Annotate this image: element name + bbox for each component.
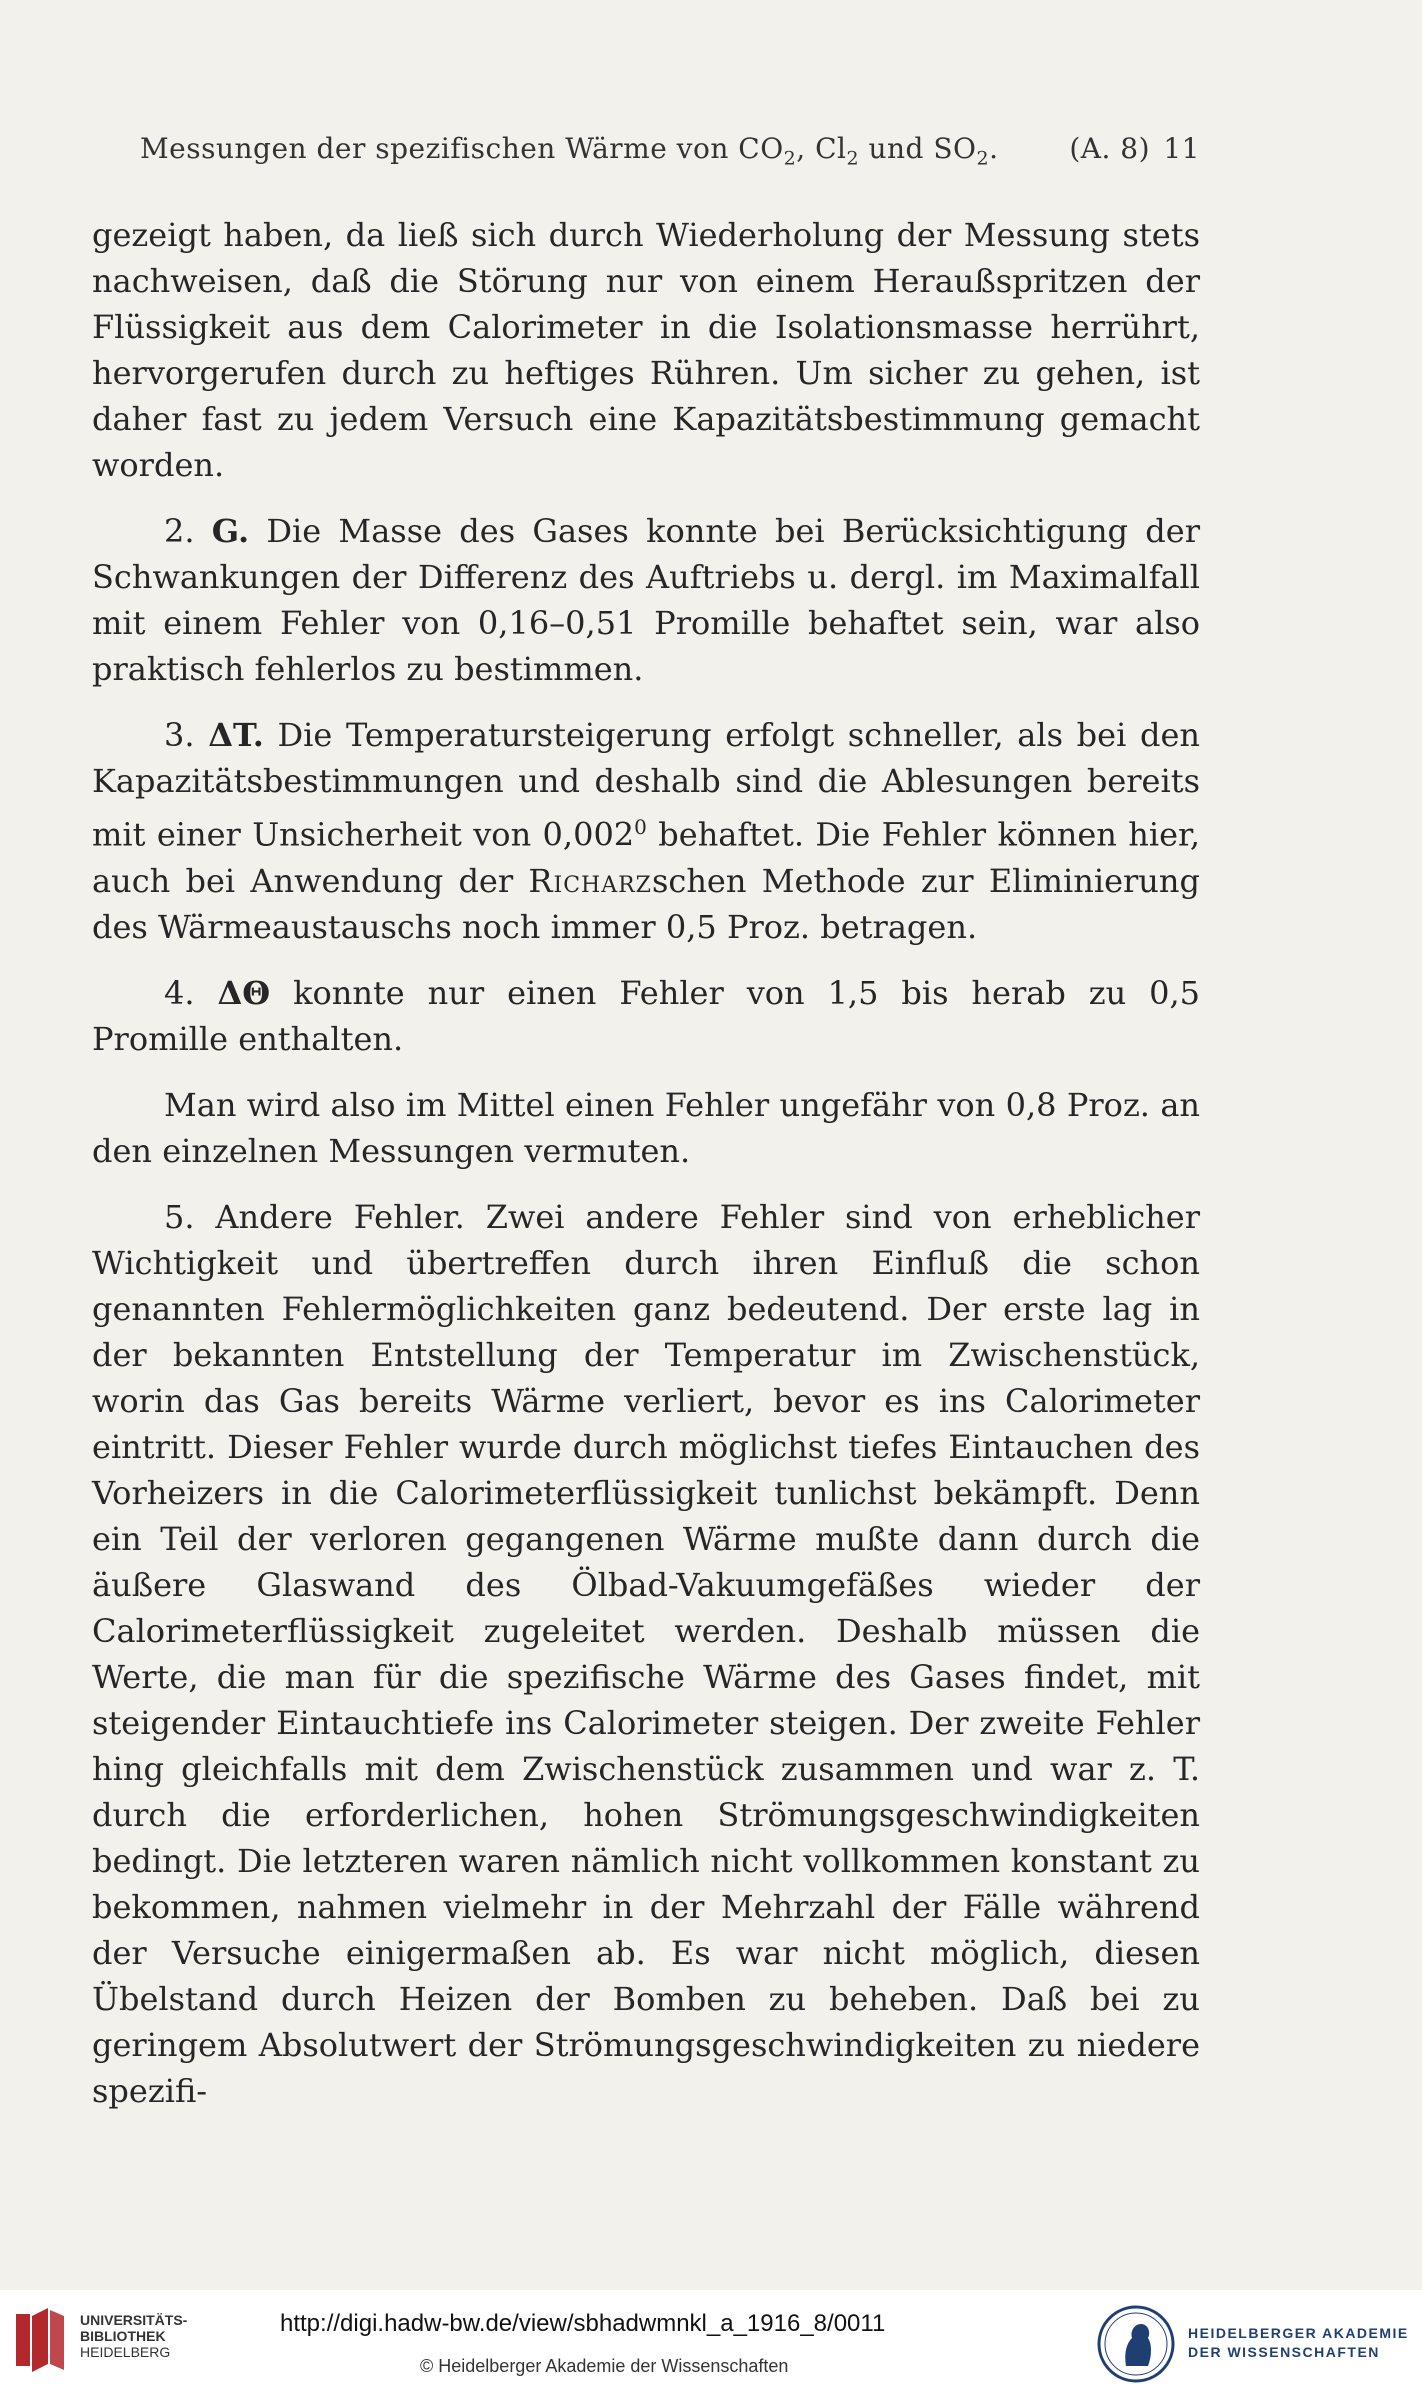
paragraph-delta-t: 3. ΔT. Die Temperatursteigerung erfolgt schneller, als bei den Kapazitätsbestimmungen und deshalb sind die Ablesungen bereits mit einer Unsicherheit von 0,002$^0$ behaftet. Die Fehler können hier, auch bei Anwendung der Richarzschen Methode zur Eliminierung des Wärmeaustauschs noch immer 0,5 Proz. betragen. [92,716,1201,946]
paragraph-delta-theta: 4. ΔΘ konnte nur einen Fehler von 1,5 bis herab zu 0,5 Promille enthalten. [92,973,1201,1058]
university-library-logo-icon [14,2304,66,2376]
running-head-ref: (A. 8) [1069,132,1150,165]
paragraph-gas-mass: 2. G. Die Masse des Gases konnte bei Berücksichtigung der Schwankungen der Differenz des Auftriebs u. dergl. im Maximalfall mit einem Fehler von 0,16–0,51 Promille behaftet sein, war also praktisch fehlerlos zu bestimmen. [92,512,1201,688]
page-number: 11 [1163,132,1200,165]
academy-name: HEIDELBERGER AKADEMIE DER WISSENSCHAFTEN [1188,2325,1409,2360]
library-name: UNIVERSITÄTS- BIBLIOTHEK HEIDELBERG [80,2312,188,2360]
academy-seal-logo-icon [1096,2304,1176,2384]
copyright-notice: © Heidelberger Akademie der Wissenschaften [420,2356,789,2376]
footer-bar [0,2290,1422,2396]
paragraph-continued: gezeigt haben, da ließ sich durch Wiederholung der Messung stets nachweisen, daß die Störung nur von einem Heraußspritzen der Flüssigkeit aus dem Calorimeter in die Isolationsmasse herrührt, hervorgerufen durch zu heftiges Rühren. Um sicher zu gehen, ist daher fast zu jedem Versuch eine Kapazitätsbestimmung gemacht worden. [92,216,1200,484]
paragraph-mean-error: Man wird also im Mittel einen Fehler ungefähr von 0,8 Proz. an den einzelnen Messungen vermuten. [92,1085,1200,1170]
running-head [140,132,1200,170]
symbol-delta-theta: ΔΘ [217,973,271,1012]
body-text [92,212,1200,2134]
running-head-title: Messungen der spezifischen Wärme von $CO_2$, $Cl_2$ und $SO_2$. [140,132,999,170]
author-name: Richarz [528,861,652,900]
source-url-link[interactable]: http://digi.hadw-bw.de/view/sbhadwmnkl_a_1916_8/0011 [280,2310,886,2337]
paragraph-other-errors: 5. Andere Fehler. Zwei andere Fehler sind von erheblicher Wichtigkeit und übertreffen durch ihren Einfluß die schon genannten Fehlermöglichkeiten ganz bedeutend. Der erste lag in der bekannten Entstellung der Temperatur im Zwischenstück, worin das Gas bereits Wärme verliert, bevor es ins Calorimeter eintritt. Dieser Fehler wurde durch möglichst tiefes Eintauchen des Vorheizers in die Calorimeterflüssigkeit tunlichst bekämpft. Denn ein Teil der verloren gegangenen Wärme mußte dann durch die äußere Glaswand des Ölbad-Vakuumgefäßes wieder der Calorimeterflüssigkeit zugeleitet werden. Deshalb müssen die Werte, die man für die spezifische Wärme des Gases findet, mit steigender Eintauchtiefe ins Calorimeter steigen. Der zweite Fehler hing gleichfalls mit dem Zwischenstück zusammen und war z. T. durch die erforderlichen, hohen Strömungsgeschwindigkeiten bedingt. Die letzteren waren nämlich nicht vollkommen konstant zu bekommen, nahmen vielmehr in der Mehrzahl der Fälle während der Versuche einigermaßen ab. Es war nicht möglich, diesen Übelstand durch Heizen der Bomben zu beheben. Daß bei zu geringem Absolutwert der Strömungsgeschwindigkeiten zu niedere spezifi- [92,1197,1200,2110]
symbol-delta-t: ΔT. [208,716,264,754]
symbol-g: G. [211,512,250,550]
